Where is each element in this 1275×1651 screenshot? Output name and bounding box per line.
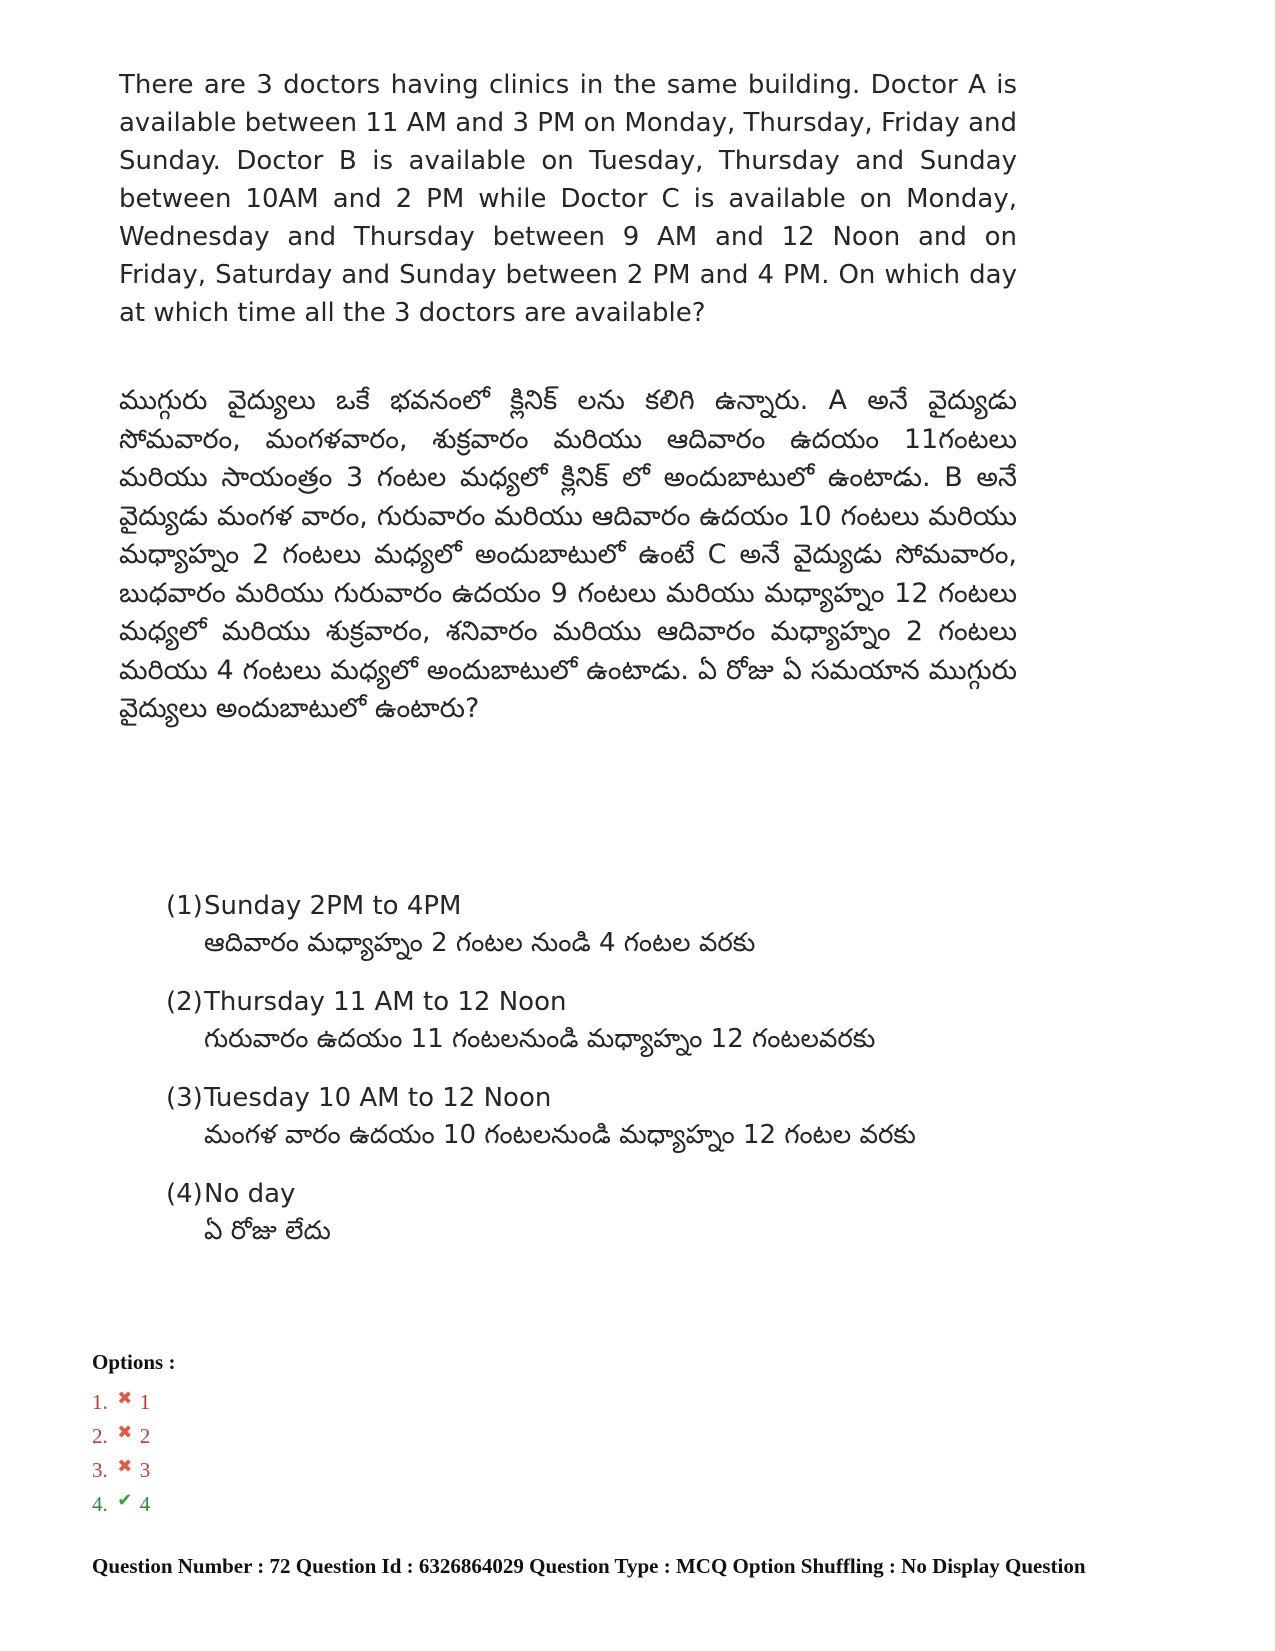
choice-1 bbox=[166, 888, 926, 962]
choice-number: (4) bbox=[166, 1179, 203, 1209]
option-value: 2 bbox=[139, 1424, 151, 1448]
choice-text-telugu: ఏ రోజు లేదు bbox=[204, 1216, 331, 1246]
checkmark-icon: ✔ bbox=[117, 1490, 133, 1510]
choice-number: (1) bbox=[166, 891, 203, 921]
question-text-telugu: ముగ్గురు వైద్యులు ఒకే భవనంలో క్లినిక్ లను కలిగి ఉన్నారు. A అనే వైద్యుడు సోమవారం, మంగళవారం, శుక్రవారం మరియు ఆదివారం ఉదయం 11గంటలు మరియు సాయంత్రం 3 గంటల మధ్యలో క్లినిక్ లో అందుబాటులో ఉంటాడు. B అనే వైద్యుడు మంగళ వారం, గురువారం మరియు ఆదివారం ఉదయం 10 గంటలు మరియు మధ్యాహ్నం 2 గంటలు మధ్యలో అందుబాటులో ఉంటే C అనే వైద్యుడు సోమవారం, బుధవారం మరియు గురువారం ఉదయం 9 గంటలు మరియు మధ్యాహ్నం 12 గంటలు మధ్యలో మరియు శుక్రవారం, శనివారం మరియు ఆదివారం మధ్యాహ్నం 2 గంటలు మరియు 4 గంటలు మధ్యలో అందుబాటులో ఉంటాడు. ఏ రోజు ఏ సమయాన ముగ్గురు వైద్యులు అందుబాటులో ఉంటారు? bbox=[119, 385, 1017, 724]
option-index: 4. bbox=[92, 1492, 108, 1516]
choice-text-english: Thursday 11 AM to 12 Noon bbox=[204, 987, 567, 1017]
choice-3 bbox=[166, 1080, 926, 1154]
choice-text-telugu: ఆదివారం మధ్యాహ్నం 2 గంటల నుండి 4 గంటల వరకు bbox=[204, 928, 756, 958]
choice-text-english: Tuesday 10 AM to 12 Noon bbox=[204, 1083, 552, 1113]
choice-4 bbox=[166, 1176, 926, 1250]
option-3 bbox=[92, 1453, 175, 1487]
choice-number: (2) bbox=[166, 987, 203, 1017]
option-index: 3. bbox=[92, 1458, 108, 1482]
option-2 bbox=[92, 1419, 175, 1453]
cross-icon: ✖ bbox=[117, 1456, 133, 1476]
option-value: 1 bbox=[139, 1390, 151, 1414]
cross-icon: ✖ bbox=[117, 1422, 133, 1442]
option-value: 4 bbox=[139, 1492, 151, 1516]
options-title: Options : bbox=[92, 1350, 176, 1374]
options-list bbox=[92, 1350, 175, 1521]
choice-text-telugu: గురువారం ఉదయం 11 గంటలనుండి మధ్యాహ్నం 12 గంటలవరకు bbox=[204, 1024, 876, 1054]
question-metadata-footer: Question Number : 72 Question Id : 6326864029 Question Type : MCQ Option Shuffling : No Display Question bbox=[92, 1554, 1086, 1578]
choice-text-telugu: మంగళ వారం ఉదయం 10 గంటలనుండి మధ్యాహ్నం 12 గంటల వరకు bbox=[204, 1120, 916, 1150]
choice-text-english: Sunday 2PM to 4PM bbox=[204, 891, 462, 921]
answer-choices bbox=[166, 888, 926, 1272]
option-4 bbox=[92, 1487, 175, 1521]
option-index: 2. bbox=[92, 1424, 108, 1448]
option-1 bbox=[92, 1385, 175, 1419]
choice-number: (3) bbox=[166, 1083, 203, 1113]
option-value: 3 bbox=[139, 1458, 151, 1482]
question-body bbox=[119, 66, 1017, 729]
choice-text-english: No day bbox=[204, 1179, 296, 1209]
question-text-english: There are 3 doctors having clinics in the same building. Doctor A is available between 11 AM and 3 PM on Monday, Thursday, Friday and Sunday. Doctor B is available on Tuesday, Thursday and Sunday between 10AM and 2 PM while Doctor C is available on Monday, Wednesday and Thursday between 9 AM and 12 Noon and on Friday, Saturday and Sunday between 2 PM and 4 PM. On which day at which time all the 3 doctors are available? bbox=[119, 70, 1017, 328]
choice-2 bbox=[166, 984, 926, 1058]
option-index: 1. bbox=[92, 1390, 108, 1414]
cross-icon: ✖ bbox=[117, 1388, 133, 1408]
